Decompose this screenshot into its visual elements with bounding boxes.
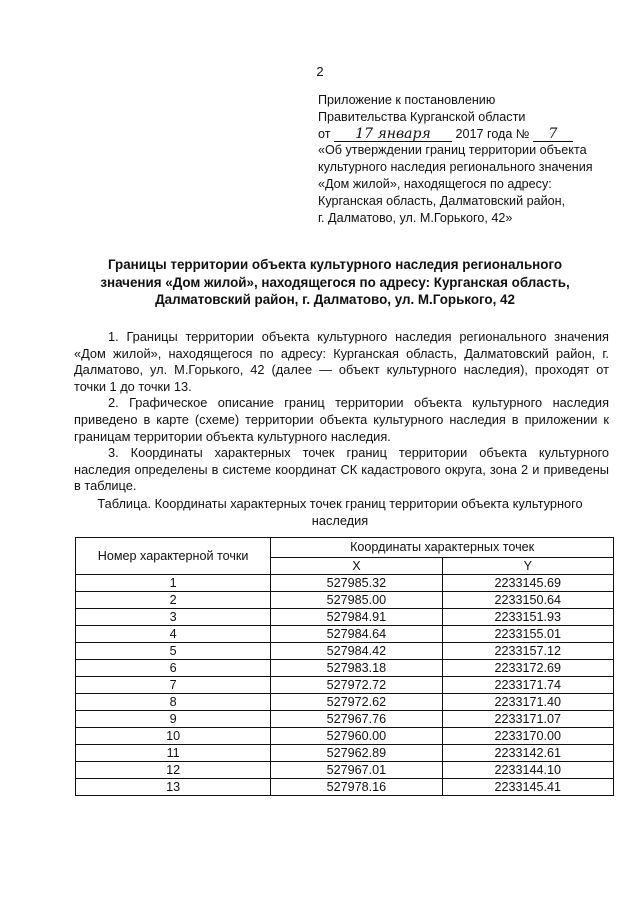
table-row	[76, 762, 614, 779]
table-row	[76, 745, 614, 762]
appendix-line-2: Правительства Курганской области	[318, 109, 526, 124]
cell-number: 4	[76, 626, 271, 643]
cell-number: 5	[76, 643, 271, 660]
header-point-number: Номер характерной точки	[76, 538, 271, 575]
table-row	[76, 609, 614, 626]
cell-number: 11	[76, 745, 271, 762]
appendix-line-7: Курганская область, Далматовский район,	[318, 193, 566, 208]
title-line-2: значения «Дом жилой», находящегося по адресу: Курганская область,	[100, 274, 570, 290]
cell-y: 2233172.69	[442, 660, 613, 677]
cell-x: 527978.16	[271, 779, 442, 796]
cell-y: 2233142.61	[442, 745, 613, 762]
date-blank	[334, 126, 452, 142]
header-y: Y	[442, 557, 613, 574]
cell-x: 527960.00	[271, 728, 442, 745]
cell-number: 12	[76, 762, 271, 779]
cell-x: 527967.01	[271, 762, 442, 779]
document-body	[74, 329, 609, 495]
paragraph-3: 3. Координаты характерных точек границ территории объекта культурного наследия определены в системе координат СК кадастрового округа, зона 2 и приведены в таблице.	[74, 445, 609, 494]
year-text: 2017 года №	[455, 126, 530, 141]
handwritten-number: 7	[548, 125, 558, 142]
table-row	[76, 592, 614, 609]
cell-x: 527984.64	[271, 626, 442, 643]
cell-x: 527972.72	[271, 677, 442, 694]
cell-number: 9	[76, 711, 271, 728]
cell-number: 10	[76, 728, 271, 745]
title-line-3: Далматовский район, г. Далматово, ул. М.Горького, 42	[155, 292, 515, 307]
cell-number: 7	[76, 677, 271, 694]
appendix-date-line	[318, 126, 618, 143]
coordinates-table	[75, 537, 614, 796]
cell-x: 527972.62	[271, 694, 442, 711]
number-blank	[533, 126, 573, 142]
cell-x: 527984.91	[271, 609, 442, 626]
appendix-line-8: г. Далматово, ул. М.Горького, 42»	[318, 210, 513, 225]
cell-y: 2233150.64	[442, 592, 613, 609]
cell-y: 2233171.07	[442, 711, 613, 728]
cell-y: 2233151.93	[442, 609, 613, 626]
header-x: X	[271, 557, 442, 574]
cell-y: 2233170.00	[442, 728, 613, 745]
cell-x: 527984.42	[271, 643, 442, 660]
cell-x: 527967.76	[271, 711, 442, 728]
cell-x: 527985.00	[271, 592, 442, 609]
cell-number: 13	[76, 779, 271, 796]
cell-number: 6	[76, 660, 271, 677]
table-row	[76, 643, 614, 660]
title-line-1: Границы территории объекта культурного наследия регионального	[107, 257, 563, 272]
table-row	[76, 728, 614, 745]
cell-y: 2233171.74	[442, 677, 613, 694]
cell-x: 527985.32	[271, 575, 442, 592]
table-row	[76, 711, 614, 728]
cell-number: 1	[76, 575, 271, 592]
paragraph-1: 1. Границы территории объекта культурного наследия регионального значения «Дом жилой», находящегося по адресу: Курганская область, Далматовский район, г. Далматово, ул. М.Горького, 42 (далее — объект культурного наследия), проходят от точки 1 до точки 13.	[74, 329, 609, 394]
cell-y: 2233155.01	[442, 626, 613, 643]
table-row	[76, 779, 614, 796]
table-row	[76, 677, 614, 694]
cell-y: 2233144.10	[442, 762, 613, 779]
cell-number: 3	[76, 609, 271, 626]
cell-y: 2233171.40	[442, 694, 613, 711]
handwritten-date: 17 января	[355, 125, 431, 142]
appendix-line-5: культурного наследия регионального значения	[318, 160, 593, 175]
table-caption	[70, 496, 610, 529]
paragraph-2: 2. Графическое описание границ территории объекта культурного наследия приведено в карте (схеме) территории объекта культурного наследия в приложении к границам территории объекта культурного наследия.	[74, 395, 609, 444]
appendix-line-6: «Дом жилой», находящегося по адресу:	[318, 176, 552, 191]
caption-line-2: наследия	[311, 512, 369, 528]
cell-number: 2	[76, 592, 271, 609]
header-coordinates: Координаты характерных точек	[271, 538, 614, 558]
document-title	[40, 256, 630, 309]
table-row	[76, 575, 614, 592]
cell-number: 8	[76, 694, 271, 711]
table-row	[76, 660, 614, 677]
cell-x: 527983.18	[271, 660, 442, 677]
table-row	[76, 694, 614, 711]
table-row	[76, 626, 614, 643]
appendix-line-1: Приложение к постановлению	[318, 93, 496, 107]
appendix-block	[318, 92, 618, 226]
cell-x: 527962.89	[271, 745, 442, 762]
appendix-line-4: «Об утверждении границ территории объекта	[318, 143, 587, 158]
page-number: 2	[316, 64, 324, 79]
cell-y: 2233145.41	[442, 779, 613, 796]
cell-y: 2233157.12	[442, 643, 613, 660]
cell-y: 2233145.69	[442, 575, 613, 592]
caption-line-1: Таблица. Координаты характерных точек границ территории объекта культурного	[97, 496, 583, 511]
from-label: от	[318, 126, 331, 141]
